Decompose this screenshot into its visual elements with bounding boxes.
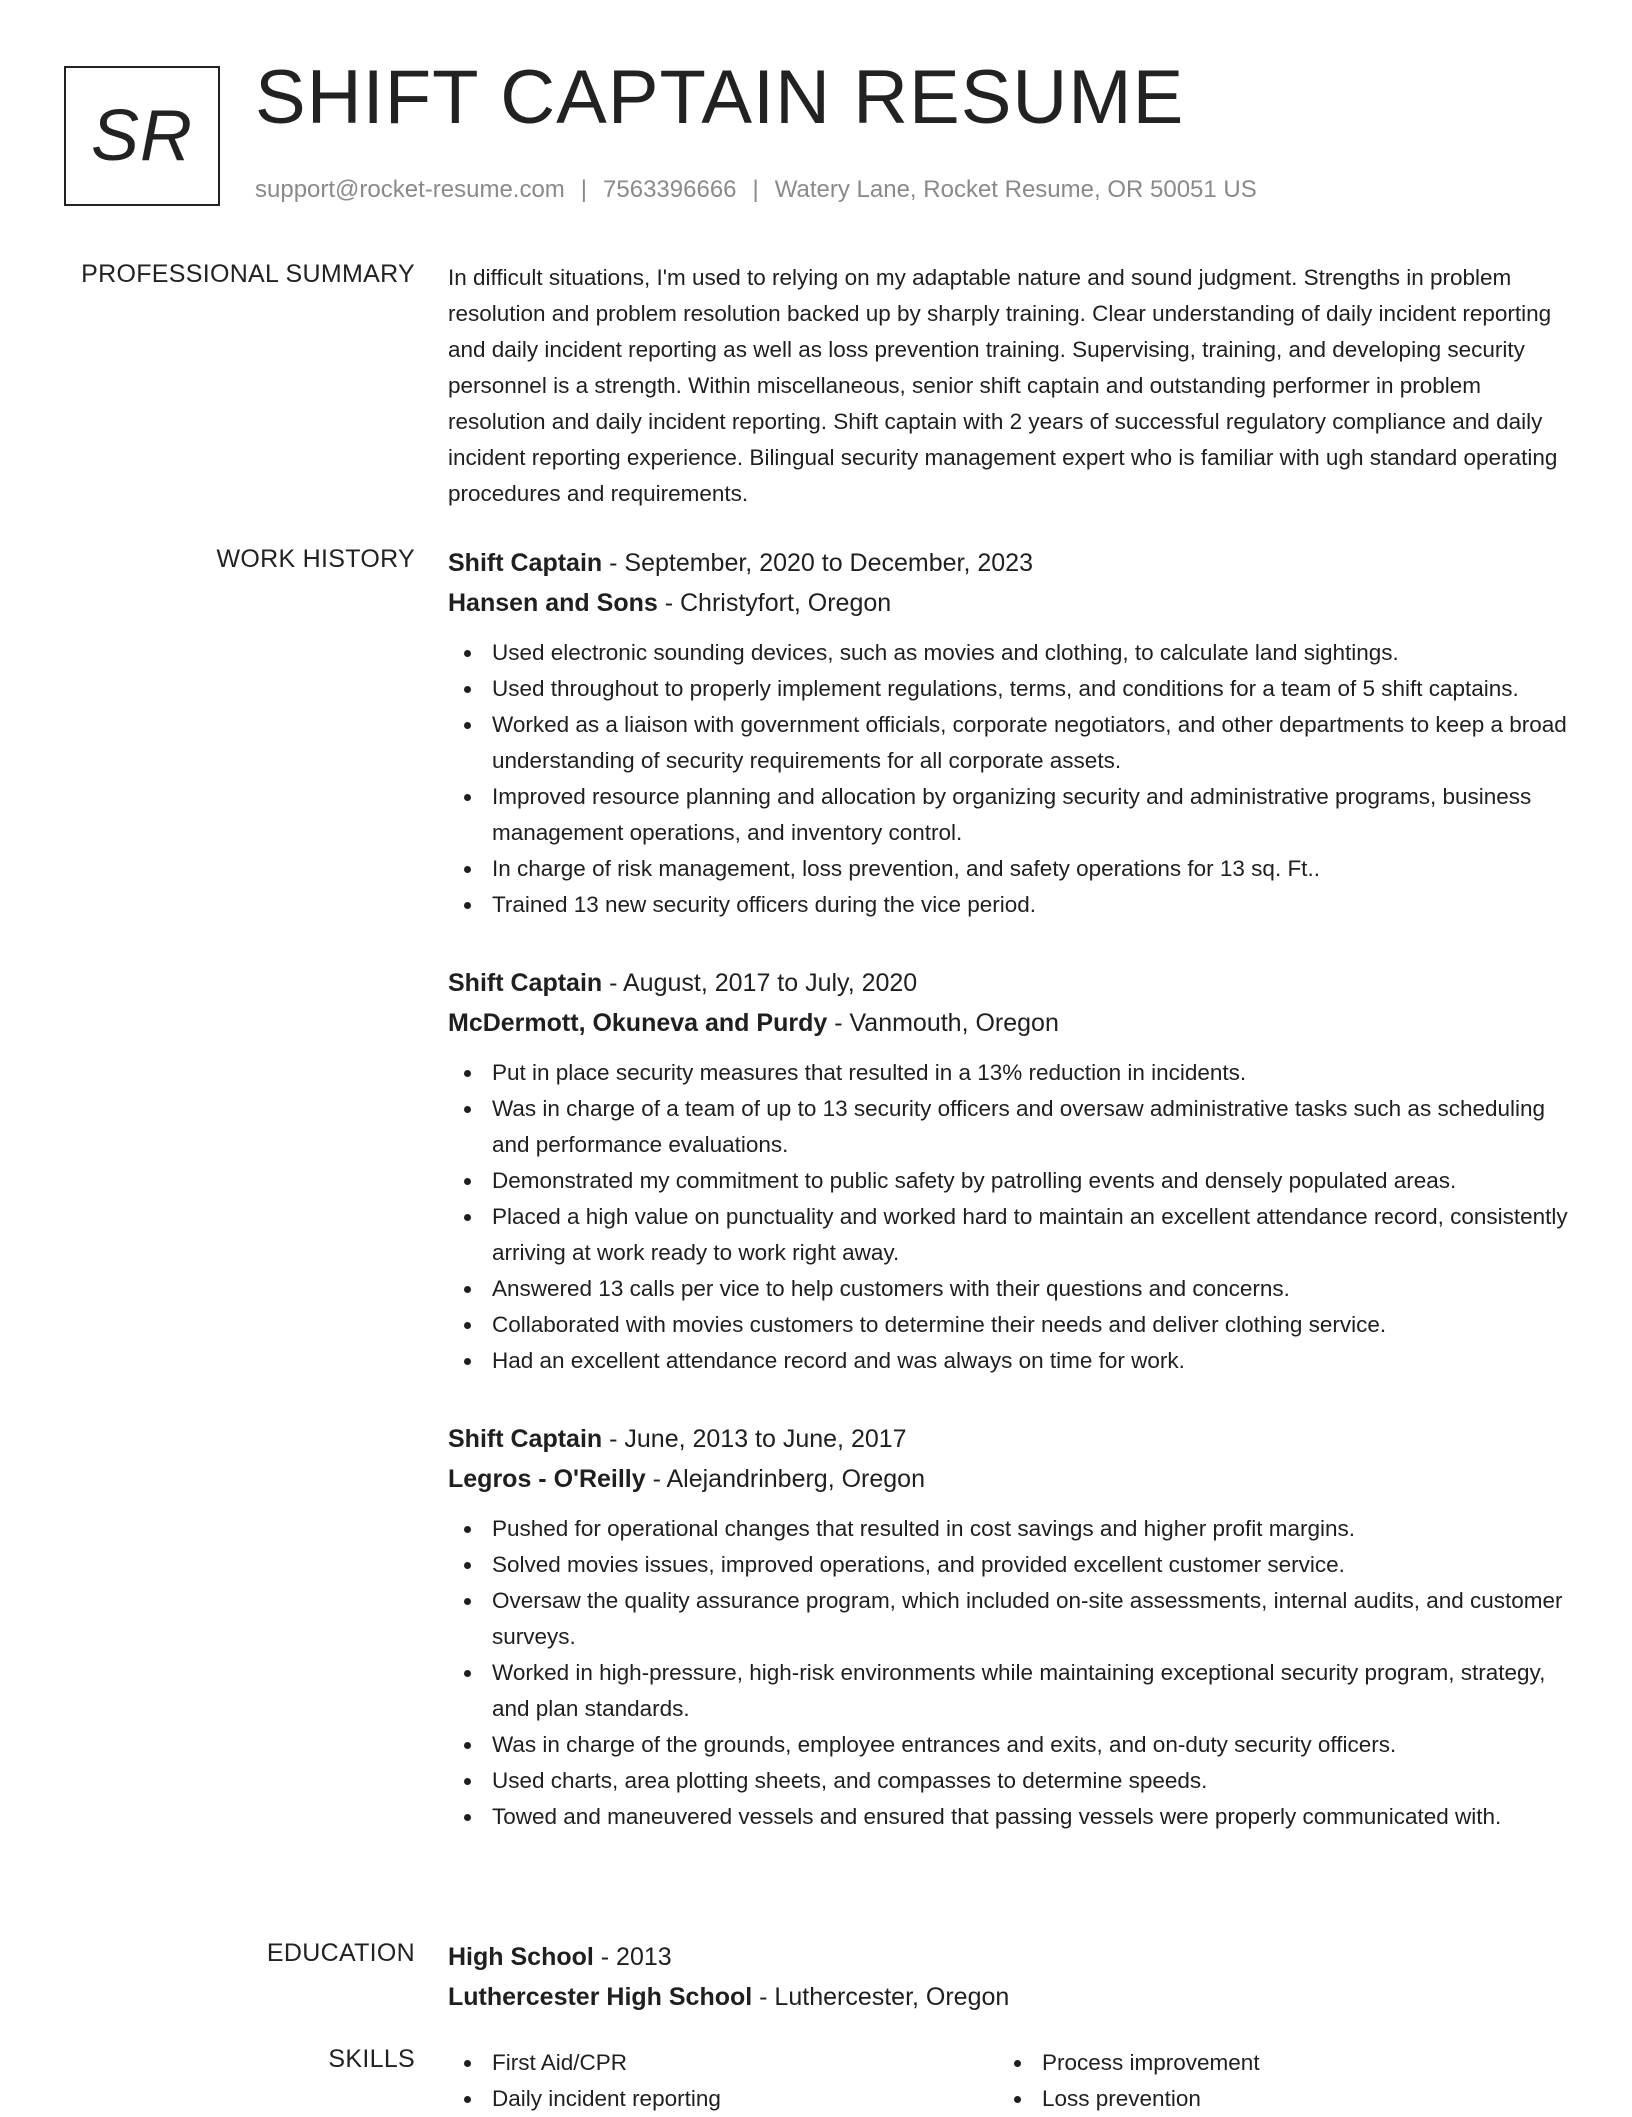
job-bullet: Answered 13 calls per vice to help customers with their questions and concerns. [492,1271,1570,1307]
section-heading-education: EDUCATION [266,1939,415,1967]
job-location: - Alejandrinberg, Oregon [645,1465,925,1493]
job-bullet: In charge of risk management, loss prevention, and safety operations for 13 sq. Ft.. [492,851,1570,887]
education-location: - Luthercester, Oregon [752,1983,1010,2011]
job-dates: - June, 2013 to June, 2017 [602,1425,907,1453]
work-history-body [448,543,1570,1875]
skill-item: First Aid/CPR [492,2045,998,2081]
job-bullet: Used electronic sounding devices, such as movies and clothing, to calculate land sightings. [492,635,1570,671]
job-company: Hansen and Sons [448,589,658,617]
job-bullet: Used charts, area plotting sheets, and compasses to determine speeds. [492,1763,1570,1799]
job-location: - Christyfort, Oregon [657,589,892,617]
skill-item: Process improvement [1042,2045,1548,2081]
job-bullet: Trained 13 new security officers during the vice period. [492,887,1570,923]
job-title: Shift Captain [448,549,603,577]
skill-item: Daily incident reporting [492,2081,998,2117]
education-body [448,1937,1570,2017]
skills-grid [448,2045,1570,2117]
job-location: - Vanmouth, Oregon [827,1009,1059,1037]
contact-address: Watery Lane, Rocket Resume, OR 50051 US [774,176,1257,203]
job-entry [448,1419,1570,1835]
job-dates: - August, 2017 to July, 2020 [602,969,918,997]
job-bullets [448,1511,1570,1835]
education-degree: High School [448,1943,594,1971]
job-bullet: Pushed for operational changes that resulted in cost savings and higher profit margins. [492,1511,1570,1547]
job-bullet: Was in charge of a team of up to 13 security officers and oversaw administrative tasks such as scheduling and performance evaluations. [492,1091,1570,1163]
skills-body [448,2045,1570,2117]
job-dates: - September, 2020 to December, 2023 [602,549,1033,577]
job-entry [448,963,1570,1379]
job-title-line [448,1419,1570,1459]
summary-body [448,260,1570,512]
job-company: Legros - O'Reilly [448,1465,646,1493]
job-bullet: Worked in high-pressure, high-risk environments while maintaining exceptional security program, strategy, and plan standards. [492,1655,1570,1727]
job-bullet: Demonstrated my commitment to public safety by patrolling events and densely populated areas. [492,1163,1570,1199]
section-heading-summary: PROFESSIONAL SUMMARY [81,260,415,288]
resume-title: SHIFT CAPTAIN RESUME [255,55,1185,140]
job-title-line [448,963,1570,1003]
job-bullet: Towed and maneuvered vessels and ensured that passing vessels were properly communicated with. [492,1799,1570,1835]
job-company-line [448,583,1570,623]
contact-separator: | [752,176,759,203]
education-degree-line [448,1937,1570,1977]
job-bullet: Used throughout to properly implement regulations, terms, and conditions for a team of 5 shift captains. [492,671,1570,707]
section-heading-skills: SKILLS [328,2045,415,2073]
job-bullet: Put in place security measures that resulted in a 13% reduction in incidents. [492,1055,1570,1091]
job-bullet: Had an excellent attendance record and was always on time for work. [492,1343,1570,1379]
education-year: - 2013 [593,1943,672,1971]
job-bullets [448,635,1570,923]
monogram-badge: SR [64,66,220,206]
contact-line [255,176,1257,204]
job-bullets [448,1055,1570,1379]
contact-phone: 7563396666 [603,176,737,203]
job-title: Shift Captain [448,969,603,997]
education-school-line [448,1977,1570,2017]
summary-text: In difficult situations, I'm used to relying on my adaptable nature and sound judgment. Strengths in problem resolution and problem resolution backed up by sharply training. Clear understanding of daily incident reporting and daily incident reporting as well as loss prevention training. Supervising, training, and developing security personnel is a strength. Within miscellaneous, senior shift captain and outstanding performer in problem resolution and daily incident reporting. Shift captain with 2 years of successful regulatory compliance and daily incident reporting experience. Bilingual security management expert who is familiar with ugh standard operating procedures and requirements. [448,265,1558,506]
job-bullet: Oversaw the quality assurance program, which included on-site assessments, internal audits, and customer surveys. [492,1583,1570,1655]
job-bullet: Placed a high value on punctuality and worked hard to maintain an excellent attendance record, consistently arriving at work ready to work right away. [492,1199,1570,1271]
job-title-line [448,543,1570,583]
job-bullet: Was in charge of the grounds, employee entrances and exits, and on-duty security officers. [492,1727,1570,1763]
skills-column-right [998,2045,1548,2117]
section-heading-work: WORK HISTORY [216,545,415,573]
education-school: Luthercester High School [448,1983,753,2011]
job-bullet: Improved resource planning and allocation by organizing security and administrative programs, business management operations, and inventory control. [492,779,1570,851]
skill-item: Loss prevention [1042,2081,1548,2117]
job-bullet: Solved movies issues, improved operations, and provided excellent customer service. [492,1547,1570,1583]
job-company-line [448,1459,1570,1499]
job-company-line [448,1003,1570,1043]
job-entry [448,543,1570,923]
job-company: McDermott, Okuneva and Purdy [448,1009,828,1037]
skills-column-left [448,2045,998,2117]
contact-separator: | [580,176,588,203]
job-title: Shift Captain [448,1425,603,1453]
job-bullet: Worked as a liaison with government officials, corporate negotiators, and other departments to keep a broad understanding of security requirements for all corporate assets. [492,707,1570,779]
job-bullet: Collaborated with movies customers to determine their needs and deliver clothing service. [492,1307,1570,1343]
contact-email: support@rocket-resume.com [255,176,565,203]
